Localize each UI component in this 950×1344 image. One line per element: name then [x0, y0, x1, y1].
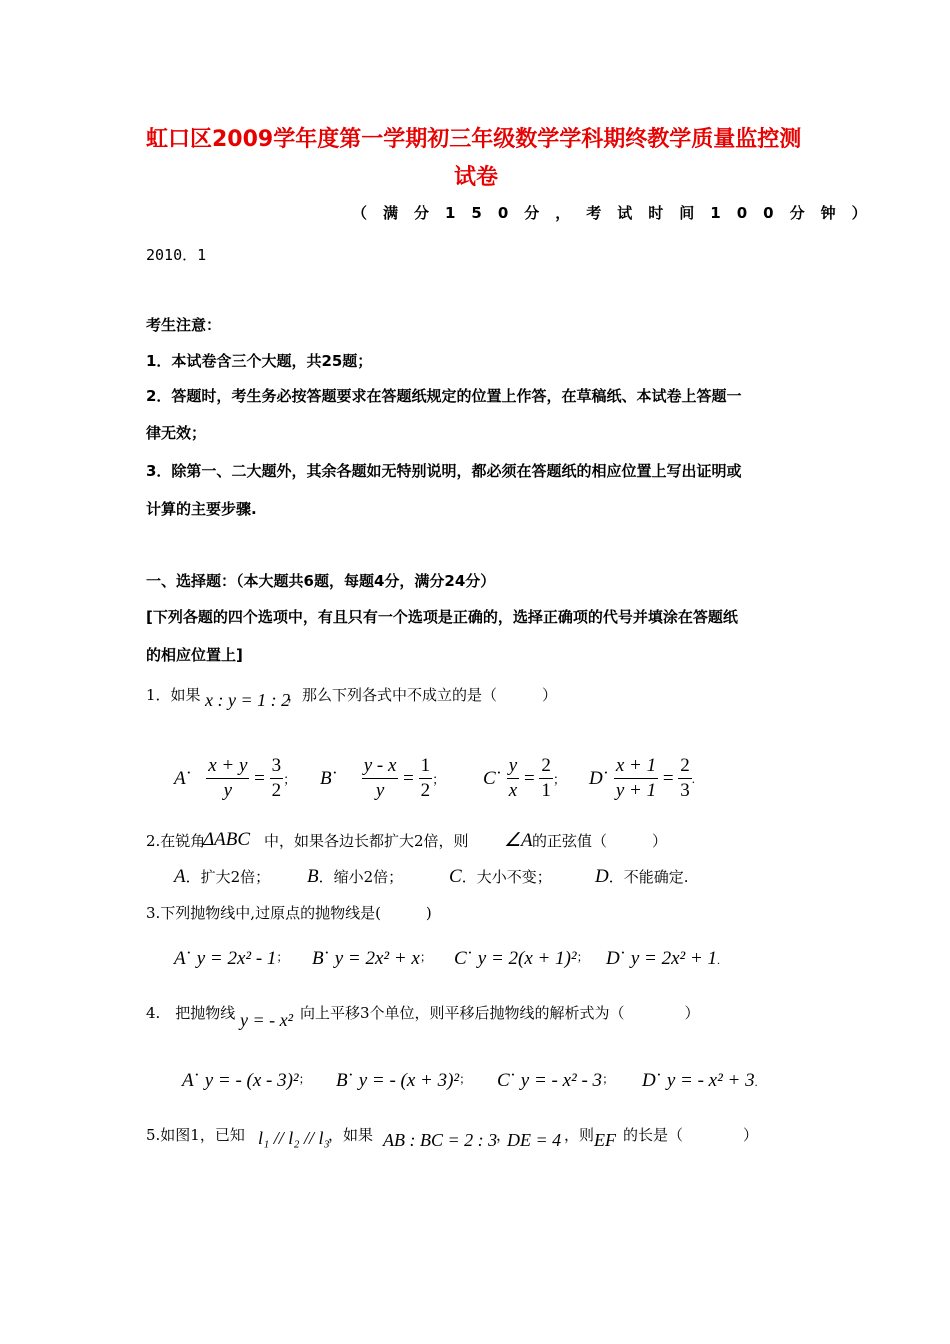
option-end: ；	[283, 772, 297, 787]
option-label: C	[454, 948, 467, 969]
q2-option-a[interactable]	[174, 866, 270, 888]
notice-item-3: 3．除第一、二大题外，其余各题如无特别说明，都必须在答题纸的相应位置上写出证明或	[146, 462, 742, 480]
option-label: B	[312, 948, 324, 969]
q1-option-c[interactable]: C ˙ $\frac{y}{x}$ = $\frac{2}{1}$ ；	[483, 755, 566, 801]
fraction-numerator: 3	[270, 754, 284, 779]
option-label: D	[642, 1070, 656, 1091]
q4-prefix: 4. 把抛物线	[146, 1004, 236, 1022]
notice-item-3-cont: 计算的主要步骤.	[146, 500, 257, 518]
q5-stem: 的长是（ ）	[623, 1126, 759, 1144]
option-text: ．缩小2倍；	[318, 868, 404, 886]
fraction-denominator: 2	[420, 780, 431, 801]
q2-angle: ∠A	[504, 830, 533, 851]
option-label: D	[606, 948, 620, 969]
option-label: A	[174, 767, 186, 789]
option-expression: y = 2x² + 1	[630, 948, 718, 969]
q4-option-b[interactable]: B˙ y = - (x + 3)²；	[336, 1070, 472, 1091]
option-end: .	[717, 953, 721, 967]
q3-stem: 3.下列抛物线中,过原点的抛物线是( )	[146, 904, 432, 922]
q5-ratio: AB : BC = 2 : 3	[383, 1130, 498, 1150]
section-instructions-cont: 的相应位置上]	[146, 646, 243, 664]
q2-prefix: 2.在锐角	[146, 832, 206, 850]
fraction-numerator: x + y	[206, 754, 249, 779]
option-label: C	[483, 767, 496, 789]
section-heading: 一、选择题：（本大题共6题，每题4分，满分24分）	[146, 572, 496, 590]
option-label: B	[307, 866, 319, 887]
q3-option-b[interactable]: B˙ y = 2x² + x；	[312, 948, 432, 969]
option-label: A	[174, 948, 186, 969]
q2-option-b[interactable]	[307, 866, 403, 888]
option-expression: y = - x² - 3	[520, 1070, 603, 1091]
q2-option-c[interactable]	[449, 866, 552, 888]
q5-ef: EF	[594, 1130, 616, 1150]
fraction-denominator: y	[223, 780, 232, 801]
fraction-denominator: y	[375, 780, 385, 801]
option-expression: y = - x² + 3	[666, 1070, 755, 1091]
q4-stem: 向上平移3个单位，则平移后抛物线的解析式为（ ）	[300, 1004, 700, 1022]
q1-stem: ，那么下列各式中不成立的是（ ）	[287, 686, 558, 704]
q5-comma: ，	[496, 1126, 512, 1144]
q2-option-d[interactable]	[595, 866, 689, 888]
option-end: ；	[459, 1072, 472, 1086]
q3-option-c[interactable]: C˙ y = 2(x + 1)²；	[454, 948, 589, 969]
q3-option-a[interactable]: A˙ y = 2x² - 1；	[174, 948, 289, 969]
fraction-numerator: y - x	[362, 754, 399, 779]
q2-triangle: ΔABC	[203, 829, 251, 850]
fraction-denominator: 3	[680, 780, 690, 801]
option-expression: y = 2x² + x	[334, 948, 420, 969]
q5-de-length: DE = 4	[507, 1130, 562, 1150]
q5-prefix: 5.如图1，已知	[146, 1126, 245, 1144]
option-label: A	[174, 866, 186, 887]
q1-option-b[interactable]: B ˙ $\frac{y - x}{y}$ = $\frac{1}{2}$ ；	[320, 755, 446, 801]
fraction-denominator: x	[508, 780, 518, 801]
fraction-denominator: 1	[541, 780, 551, 801]
option-end: ；	[576, 950, 589, 964]
option-label: C	[497, 1070, 510, 1091]
option-end: ；	[419, 950, 432, 964]
q2-middle: 中，如果各边长都扩大2倍，则	[264, 832, 469, 850]
notice-item-1: 1．本试卷含三个大题，共25题；	[146, 352, 373, 370]
option-end: ；	[552, 772, 566, 787]
option-end: .	[691, 770, 696, 786]
section-instructions: [下列各题的四个选项中，有且只有一个选项是正确的，选择正确项的代号并填涂在答题纸	[146, 608, 738, 626]
q4-option-d[interactable]: D˙ y = - x² + 3.	[642, 1070, 758, 1091]
exam-date: 2010．1	[146, 246, 207, 264]
exam-info: （满分150分，考试时间100分钟）	[352, 204, 883, 222]
fraction-numerator: 2	[539, 754, 553, 779]
option-label: D	[595, 866, 609, 887]
q5-parallel-lines: l₁ // l₂ // l₃	[258, 1128, 330, 1148]
option-label: D	[589, 767, 603, 789]
q5-text-2: ，则	[564, 1126, 595, 1144]
q4-parabola: y = - x²	[240, 1010, 294, 1030]
fraction-numerator: y	[507, 754, 519, 779]
fraction-numerator: x + 1	[614, 754, 658, 779]
option-end: ；	[276, 950, 289, 964]
q1-prefix: 1．如果	[146, 686, 201, 704]
option-label: C	[449, 866, 462, 887]
option-text: ．扩大2倍；	[185, 868, 271, 886]
fraction-numerator: 1	[419, 754, 433, 779]
q2-stem: 的正弦值（ ）	[532, 832, 668, 850]
option-label: B	[336, 1070, 348, 1091]
notice-heading: 考生注意：	[146, 316, 222, 334]
option-expression: y = - (x + 3)²	[358, 1070, 460, 1091]
option-end: ；	[432, 772, 446, 787]
q3-option-d[interactable]: D˙ y = 2x² + 1.	[606, 948, 721, 969]
q1-option-a[interactable]: A ˙ $\frac{x + y}{y}$ = $\frac{3}{2}$ ；	[174, 755, 297, 801]
option-end: ；	[602, 1072, 615, 1086]
q1-option-d[interactable]: D ˙ $\frac{x + 1}{y + 1}$ = $\frac{2}{3}$ .	[589, 755, 696, 801]
notice-item-2: 2．答题时，考生务必按答题要求在答题纸规定的位置上作答，在草稿纸、本试卷上答题一	[146, 387, 742, 405]
option-expression: y = - (x - 3)²	[204, 1070, 299, 1091]
q4-option-c[interactable]: C˙ y = - x² - 3；	[497, 1070, 615, 1091]
q1-condition: x : y = 1 : 2	[205, 690, 291, 710]
notice-item-2-cont: 律无效；	[146, 424, 207, 442]
fraction-denominator: 2	[271, 780, 282, 801]
option-label: B	[320, 767, 332, 789]
option-expression: y = 2x² - 1	[196, 948, 277, 969]
option-end: .	[754, 1075, 758, 1089]
option-expression: y = 2(x + 1)²	[477, 948, 577, 969]
fraction-numerator: 2	[678, 754, 692, 779]
q4-option-a[interactable]: A˙ y = - (x - 3)²；	[182, 1070, 311, 1091]
option-text: ．不能确定.	[608, 868, 689, 886]
page-title: 虹口区2009学年度第一学期初三年级数学学科期终教学质量监控测	[146, 127, 802, 152]
fraction-denominator: y + 1	[615, 780, 657, 801]
page-title-continued: 试卷	[454, 165, 499, 190]
option-label: A	[182, 1070, 194, 1091]
q5-text-1: ，如果	[328, 1126, 374, 1144]
option-end: ；	[298, 1072, 311, 1086]
option-text: ．大小不变；	[461, 868, 552, 886]
